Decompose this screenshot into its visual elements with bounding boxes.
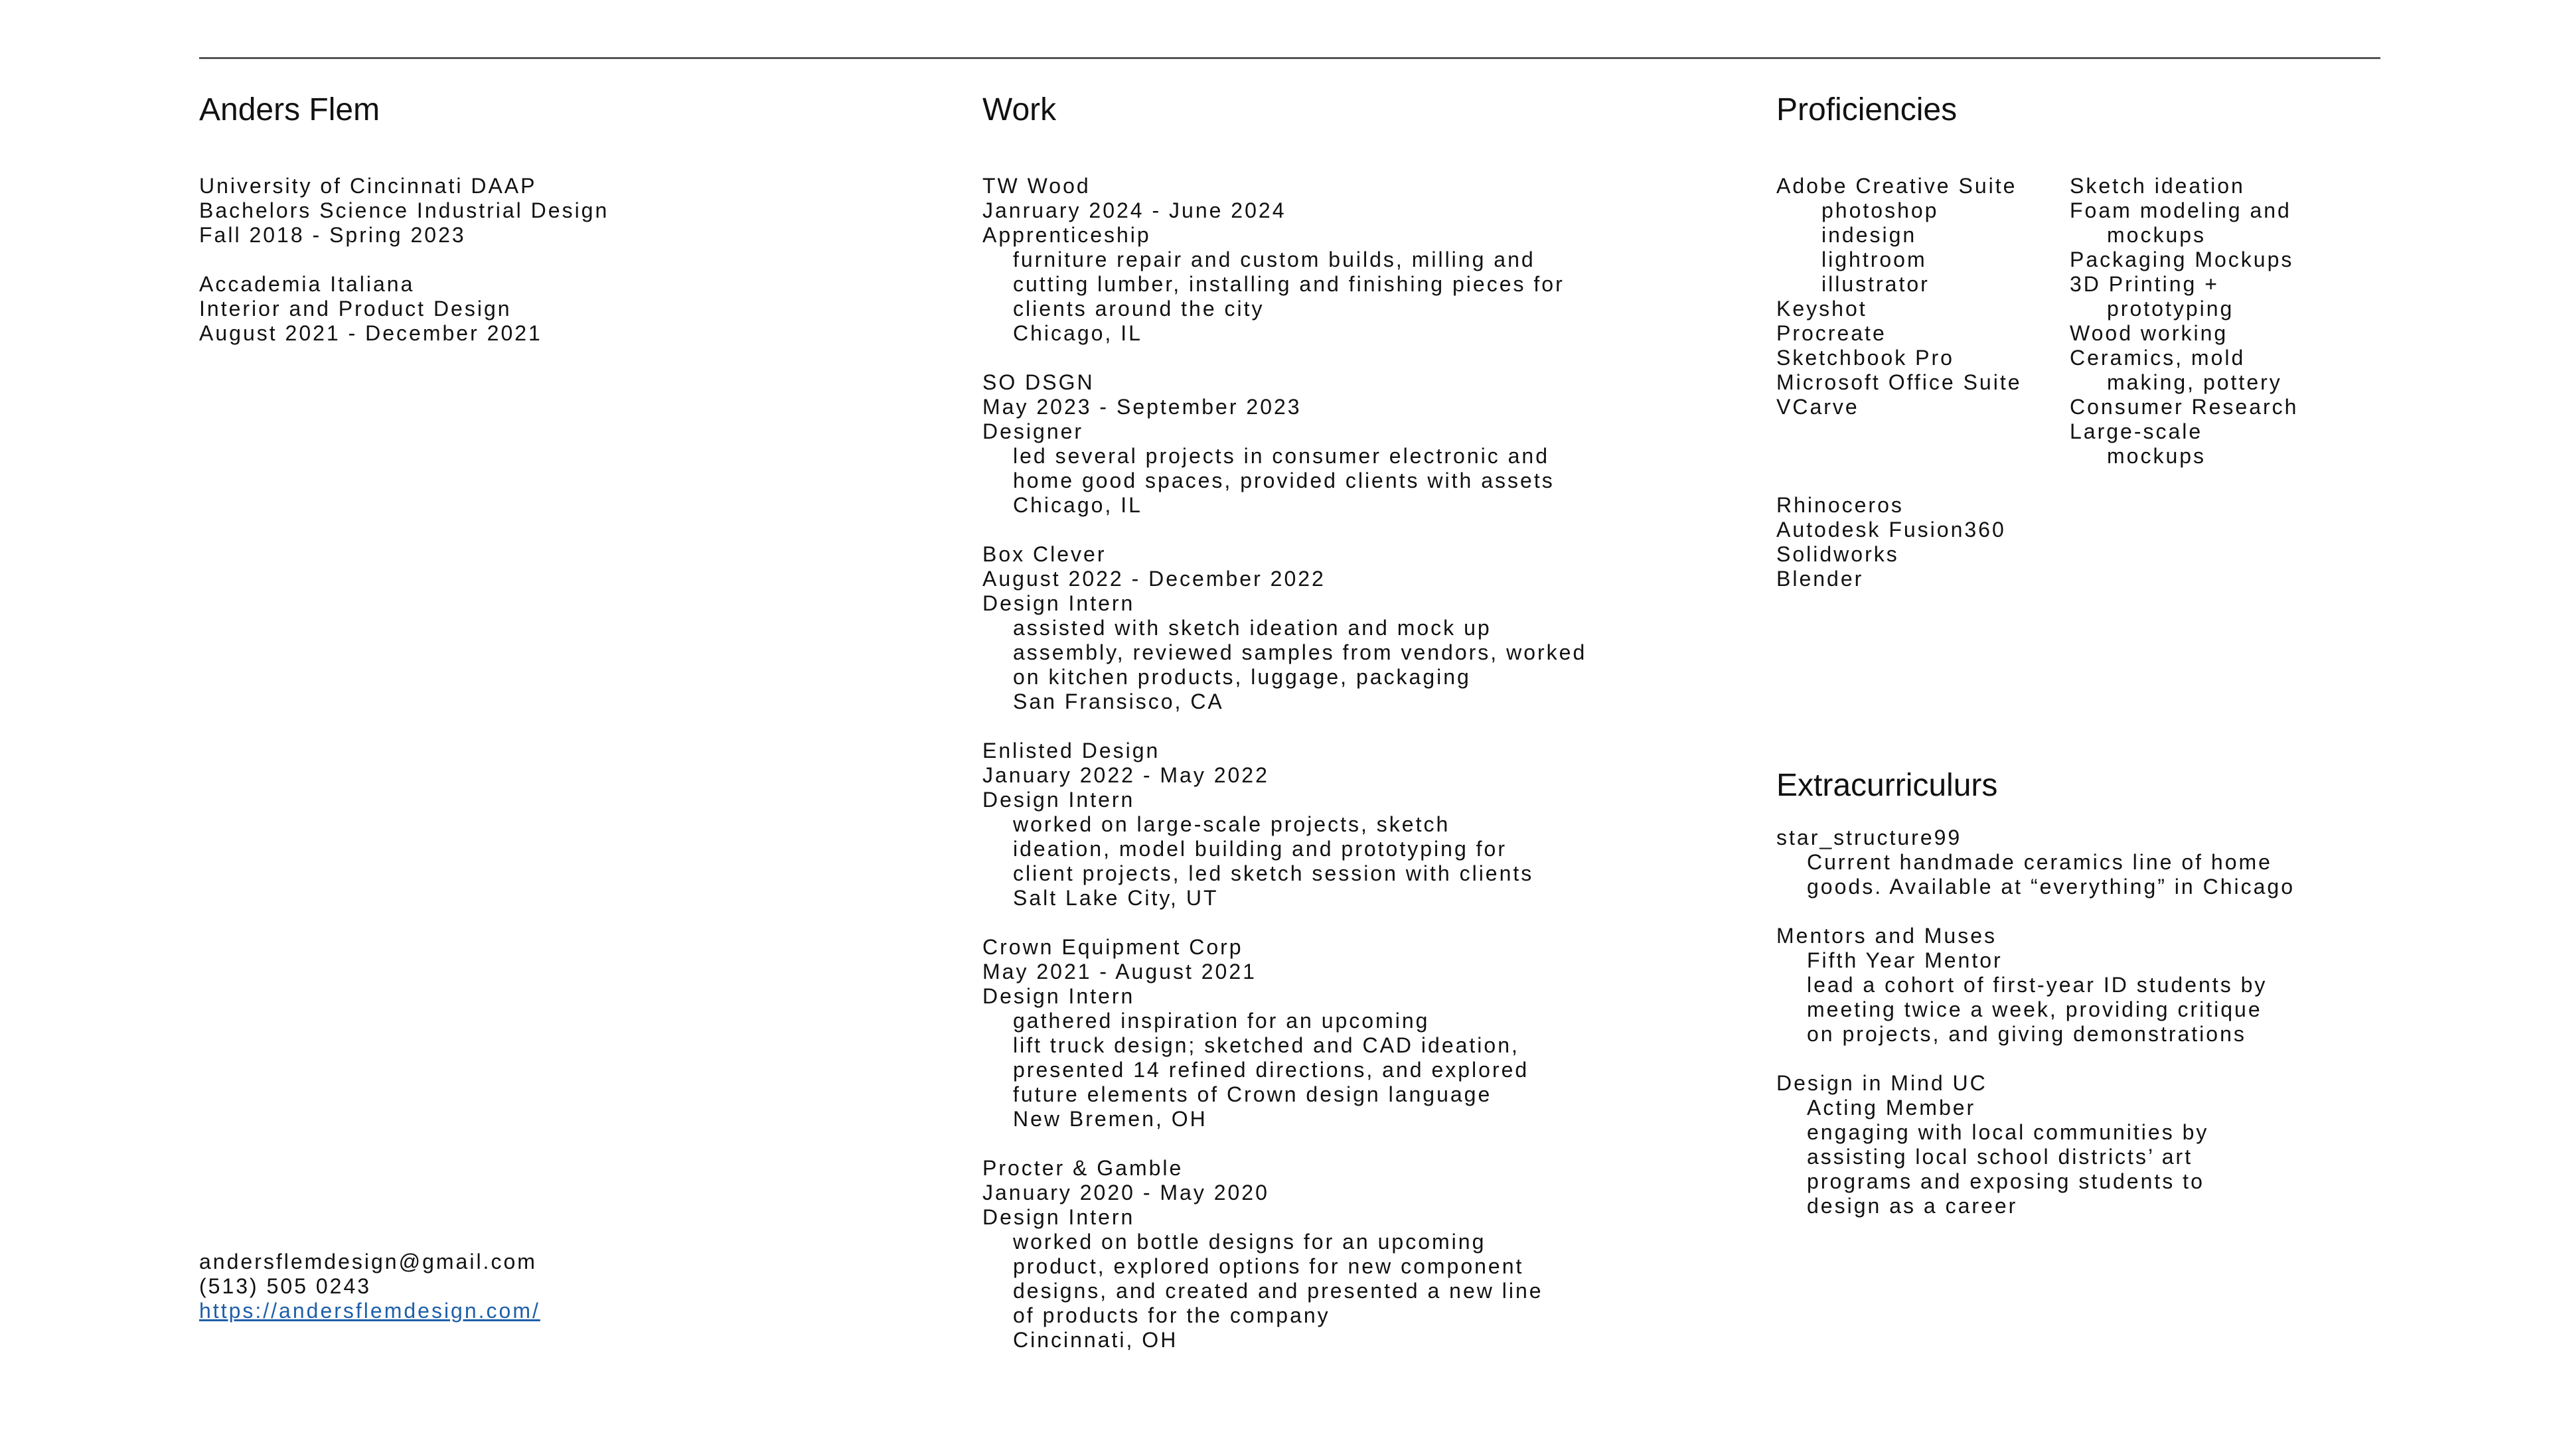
proficiencies-heading: Proficiencies: [1776, 92, 1958, 127]
extracurricular-line: meeting twice a week, providing critique: [1807, 997, 2262, 1021]
work-location: Chicago, IL: [1013, 321, 1142, 345]
work-description-line: home good spaces, provided clients with assets: [1013, 469, 1555, 492]
skill-item: Ceramics, mold: [2070, 346, 2246, 370]
skill-item: Sketch ideation: [2070, 174, 2245, 198]
work-description-line: assembly, reviewed samples from vendors, worked: [1013, 640, 1587, 664]
work-role: Apprenticeship: [982, 223, 1151, 247]
email: andersflemdesign@gmail.com: [199, 1250, 537, 1274]
website-link[interactable]: https://andersflemdesign.com/: [199, 1299, 540, 1323]
work-location: Cincinnati, OH: [1013, 1328, 1178, 1352]
work-company: TW Wood: [982, 174, 1091, 198]
extracurricular-line: goods. Available at “everything” in Chicago: [1807, 875, 2295, 899]
work-description-line: worked on large-scale projects, sketch: [1013, 812, 1450, 836]
software-item: VCarve: [1776, 395, 1859, 419]
software-item: Keyshot: [1776, 297, 1867, 321]
extracurricular-line: design as a career: [1807, 1194, 2018, 1218]
contact-section: [199, 1250, 540, 1323]
skill-item: Packaging Mockups: [2070, 248, 2294, 271]
education-degree: Bachelors Science Industrial Design: [199, 198, 609, 222]
phone: (513) 505 0243: [199, 1274, 372, 1298]
work-description-line: led several projects in consumer electronic and: [1013, 444, 1549, 468]
extracurricular-line: engaging with local communities by: [1807, 1120, 2209, 1144]
skill-item: Foam modeling and: [2070, 198, 2291, 222]
extracurricular-org: star_structure99: [1776, 826, 1962, 849]
identity-column: [199, 92, 380, 129]
top-divider: [199, 57, 2380, 59]
work-location: San Fransisco, CA: [1013, 690, 1224, 713]
work-dates: May 2021 - August 2021: [982, 960, 1257, 983]
work-description-line: product, explored options for new component: [1013, 1254, 1524, 1278]
cad-item: Solidworks: [1776, 542, 1899, 566]
work-description-line: on kitchen products, luggage, packaging: [1013, 665, 1471, 689]
extracurricular-line: Fifth Year Mentor: [1807, 948, 2003, 972]
extracurricular-line: on projects, and giving demonstrations: [1807, 1022, 2246, 1046]
extracurricular-line: programs and exposing students to: [1807, 1169, 2204, 1193]
skill-item-continued: mockups: [2107, 444, 2206, 468]
work-company: Procter & Gamble: [982, 1156, 1184, 1180]
education-dates: August 2021 - December 2021: [199, 321, 542, 345]
extracurricular-org: Mentors and Muses: [1776, 924, 1997, 948]
work-location: Chicago, IL: [1013, 493, 1142, 517]
skill-item-continued: prototyping: [2107, 297, 2234, 321]
extracurriculars-list: [1776, 826, 2295, 1218]
skill-item: Consumer Research: [2070, 395, 2299, 419]
extracurricular-org: Design in Mind UC: [1776, 1071, 1987, 1095]
work-description-line: gathered inspiration for an upcoming: [1013, 1009, 1430, 1033]
work-company: SO DSGN: [982, 370, 1095, 394]
software-item: Sketchbook Pro: [1776, 346, 1954, 370]
work-column: [982, 92, 1056, 129]
work-description-line: designs, and created and presented a new line: [1013, 1279, 1543, 1303]
software-list: [1776, 174, 2022, 419]
work-dates: January 2020 - May 2020: [982, 1181, 1269, 1204]
education-dates: Fall 2018 - Spring 2023: [199, 223, 466, 247]
cad-item: Autodesk Fusion360: [1776, 518, 2006, 542]
proficiencies-column: [1776, 92, 1957, 129]
skill-item: Large-scale: [2070, 419, 2203, 443]
work-dates: May 2023 - September 2023: [982, 395, 1302, 419]
work-description-line: lift truck design; sketched and CAD ideation,: [1013, 1033, 1519, 1057]
work-description-line: assisted with sketch ideation and mock up: [1013, 616, 1492, 640]
work-dates: January 2022 - May 2022: [982, 763, 1269, 787]
work-description-line: cutting lumber, installing and finishing pieces for: [1013, 272, 1565, 296]
education-section: [199, 174, 609, 346]
work-role: Design Intern: [982, 984, 1135, 1008]
skills-list: [2070, 174, 2298, 469]
work-dates: Janruary 2024 - June 2024: [982, 198, 1286, 222]
software-subitem: illustrator: [1821, 272, 1930, 296]
software-item: Microsoft Office Suite: [1776, 370, 2022, 394]
skill-item: Wood working: [2070, 321, 2228, 345]
education-school: University of Cincinnati DAAP: [199, 174, 537, 198]
software-subitem: indesign: [1821, 223, 1917, 247]
skill-item: 3D Printing +: [2070, 272, 2219, 296]
work-description-line: furniture repair and custom builds, milling and: [1013, 248, 1535, 271]
name-heading: Anders Flem: [199, 92, 380, 127]
work-company: Crown Equipment Corp: [982, 935, 1243, 959]
work-role: Design Intern: [982, 788, 1135, 812]
software-item: Adobe Creative Suite: [1776, 174, 2017, 198]
extracurricular-line: Acting Member: [1807, 1096, 1976, 1120]
extracurriculars-column: [1776, 767, 1997, 804]
work-role: Design Intern: [982, 591, 1135, 615]
work-dates: August 2022 - December 2022: [982, 567, 1326, 591]
work-description-line: future elements of Crown design language: [1013, 1082, 1492, 1106]
skill-item-continued: mockups: [2107, 223, 2206, 247]
software-item: Procreate: [1776, 321, 1887, 345]
work-role: Design Intern: [982, 1205, 1135, 1229]
cad-list: [1776, 493, 2006, 591]
extracurricular-line: assisting local school districts’ art: [1807, 1145, 2193, 1169]
work-description-line: worked on bottle designs for an upcoming: [1013, 1230, 1486, 1254]
work-description-line: clients around the city: [1013, 297, 1265, 321]
work-company: Box Clever: [982, 542, 1107, 566]
work-description-line: client projects, led sketch session with clients: [1013, 861, 1534, 885]
work-role: Designer: [982, 419, 1084, 443]
education-school: Accademia Italiana: [199, 272, 415, 296]
cad-item: Rhinoceros: [1776, 493, 1904, 517]
education-degree: Interior and Product Design: [199, 297, 512, 321]
extracurriculars-heading: Extracurriculurs: [1776, 768, 1998, 803]
work-location: Salt Lake City, UT: [1013, 886, 1219, 910]
extracurricular-line: lead a cohort of first-year ID students by: [1807, 973, 2268, 997]
software-subitem: lightroom: [1821, 248, 1927, 271]
work-list: [982, 174, 1586, 1352]
skill-item-continued: making, pottery: [2107, 370, 2282, 394]
work-heading: Work: [982, 92, 1057, 127]
work-description-line: ideation, model building and prototyping for: [1013, 837, 1507, 861]
extracurricular-line: Current handmade ceramics line of home: [1807, 850, 2272, 874]
work-description-line: presented 14 refined directions, and explored: [1013, 1058, 1529, 1082]
software-subitem: photoshop: [1821, 198, 1939, 222]
work-description-line: of products for the company: [1013, 1303, 1330, 1327]
cad-item: Blender: [1776, 567, 1864, 591]
work-location: New Bremen, OH: [1013, 1107, 1207, 1131]
work-company: Enlisted Design: [982, 739, 1160, 763]
